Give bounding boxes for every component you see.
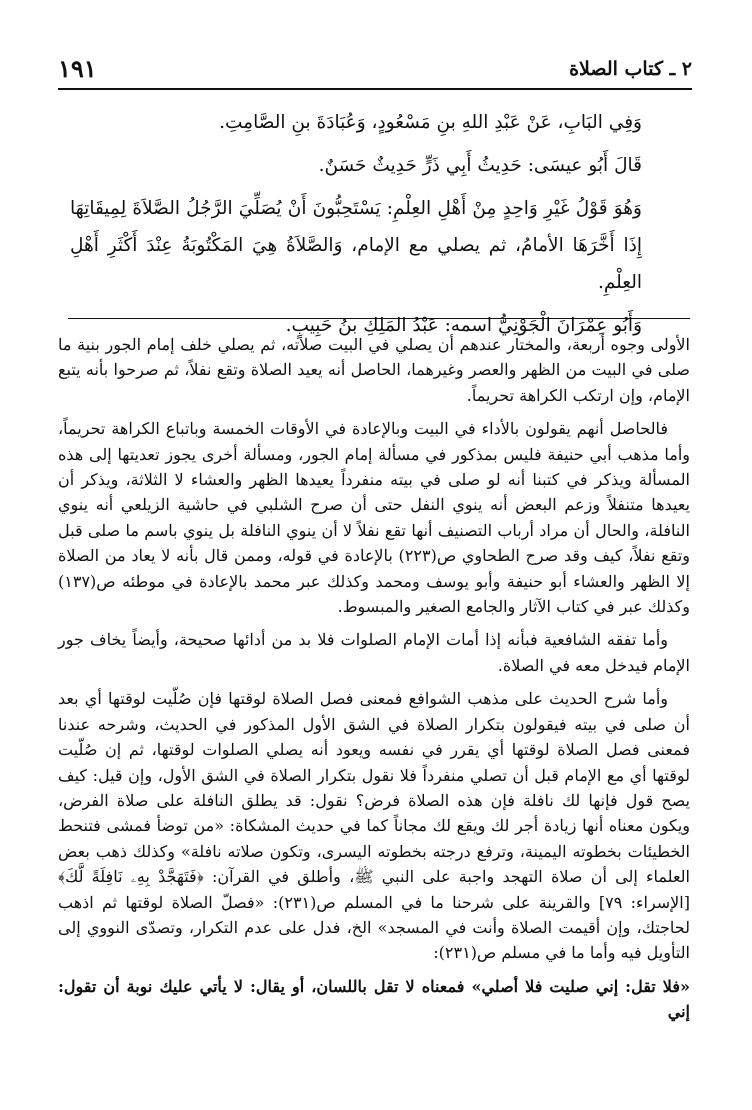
hadith-paragraph: وَهُوَ قَوْلُ غَيْرِ وَاحِدٍ مِنْ أَهْلِ العِلْمِ: يَسْتَحِبُّونَ أَنْ يُصَلِّيَ الرَّجُلُ الصَّلاَةَ لِمِيقَاتِهَا إِذَا أَخَّرَهَا الأمامُ، ثم يصلي مع الإمام، وَالصَّلاَةُ هِيَ المَكْتُوبَةُ عِنْدَ أَكْثَرِ أَهْلِ العِلْمِ. xyxy=(70,198,642,293)
commentary-paragraph: فالحاصل أنهم يقولون بالأداء في البيت وبالإعادة في الأوقات الخمسة وباتباع الكراهة تحريماً، وأما مذهب أبي حنيفة فليس بمذكور في مسألة إمام الجور، ومسألة أخرى يجوز تعديتها إلى هذه المسألة ويذكر في كتبنا أنه لو صلى في بيته منفرداً يعيدها الظهر والعشاء لا الثلاثة، ويذكر أن يعيدها متنفلاً وزعم البعض أنه ينوي النفل حتى أن صرح الشلبي في حاشية الزيلعي أنه ينوي النافلة، والحال أن مراد أرباب التصنيف أنها تقع نفلاً لا أن ينوي النافلة بل ينوي باسم ما صلى قبل وتقع نفلاً، كيف وقد صرح الطحاوي ص(٢٢٣) بالإعادة في قوله، وممن قال بأنه لا يعاد من الصلاة إلا الظهر والعشاء أبو حنيفة وأبو يوسف ومحمد وكذلك عبر محمد بالإعادة في موطئه ص(١٣٧) وكذلك عبر في كتاب الآثار والجامع الصغير والمبسوط. xyxy=(58,419,691,617)
page-header xyxy=(58,52,692,92)
commentary-block xyxy=(58,332,690,1033)
page-number: ١٩١ xyxy=(58,54,97,83)
commentary-paragraph-bold: «فلا تقل: إني صليت فلا أصلي» فمعناه لا تقل باللسان، أو يقال: لا يأتي عليك نوبة أن تقول: إني xyxy=(58,976,690,1022)
footnote-divider xyxy=(68,318,690,319)
commentary-paragraph: وأما شرح الحديث على مذهب الشوافع فمعنى فصل الصلاة لوقتها فإن صُلّيت لوقتها أي بعد أن صلى في بيته فيقولون بتكرار الصلاة في الشق الأول المذكور في الحديث، وشرحه عندنا فمعنى فصل الصلاة لوقتها أي يقرر في نفسه ويعود أنه يصلي الصلوات لوقتها، ثم إن صُلّيت لوقتها أي مع الإمام قبل أن تصلي منفرداً فلا نقول بتكرار الصلاة في الشق الأول، وإن قيل: كيف يصح قول فإنها لك نافلة فإن هذه الصلاة فرض؟ نقول: قد يطلق النافلة على صلاة الفرض، ويكون معناه أنها زيادة أجر لك ويقع لك مجاناً كما في حديث المشكاة: «من توضأ فمشى فتنحط الخطيئات بخطوته اليمينة، وترفع درجته بخطوته اليسرى، وتكون صلاته نافلة» وكذلك ذهب بعض العلماء إلى أن صلاة التهجد واجبة على النبي ﷺ، وأطلق في القرآن: ﴿فَتَهَجَّدْ بِهِۦ نَافِلَةً لَّكَ﴾ [الإسراء: ٧٩] والقرينة على شرحنا ما في المسلم ص(٢٣١): «فصلّ الصلاة لوقتها ثم اذهب لحاجتك، وإن أقيمت الصلاة وأنت في المسجد» الخ، فدل على عدم التكرار، وتصدّى النووي إلى التأويل فيه وأما ما في مسلم ص(٢٣١): xyxy=(58,689,690,963)
hadith-text-block xyxy=(70,104,680,350)
commentary-paragraph: الأولى وجوه أربعة، والمختار عندهم أن يصلي في البيت صلاته، ثم يصلي خلف إمام الجور بنية ما صلى في البيت من الظهر والعصر وغيرهما، الحاصل أنه يعيد الصلاة وتقع نفلاً، ثم صرحوا بأنه يتبع الإمام، وإن ارتكب الكراهة تحريماً. xyxy=(58,335,690,405)
hadith-paragraph: وَأَبُو عِمْرَانَ الْجَوْنِيُّ اسمه: عَبْدُ المَلِكِ بنُ حَبِيبٍ. xyxy=(285,315,642,336)
hadith-paragraph: وَفِي البَابِ، عَنْ عَبْدِ اللهِ بنِ مَسْعُودٍ، وَعُبَادَةَ بنِ الصَّامِتِ. xyxy=(219,112,642,133)
header-divider xyxy=(58,88,692,90)
running-title: ٢ ـ كتاب الصلاة xyxy=(569,58,692,80)
commentary-paragraph: وأما تفقه الشافعية فبأنه إذا أمات الإمام الصلوات فلا بد من أدائها صحيحة، وأيضاً يخاف جور الإمام فيدخل معه في الصلاة. xyxy=(58,630,690,675)
hadith-paragraph: قَالَ أَبُو عيسَى: حَدِيثُ أَبِي ذَرٍّ حَدِيثٌ حَسَنٌ. xyxy=(318,155,642,176)
